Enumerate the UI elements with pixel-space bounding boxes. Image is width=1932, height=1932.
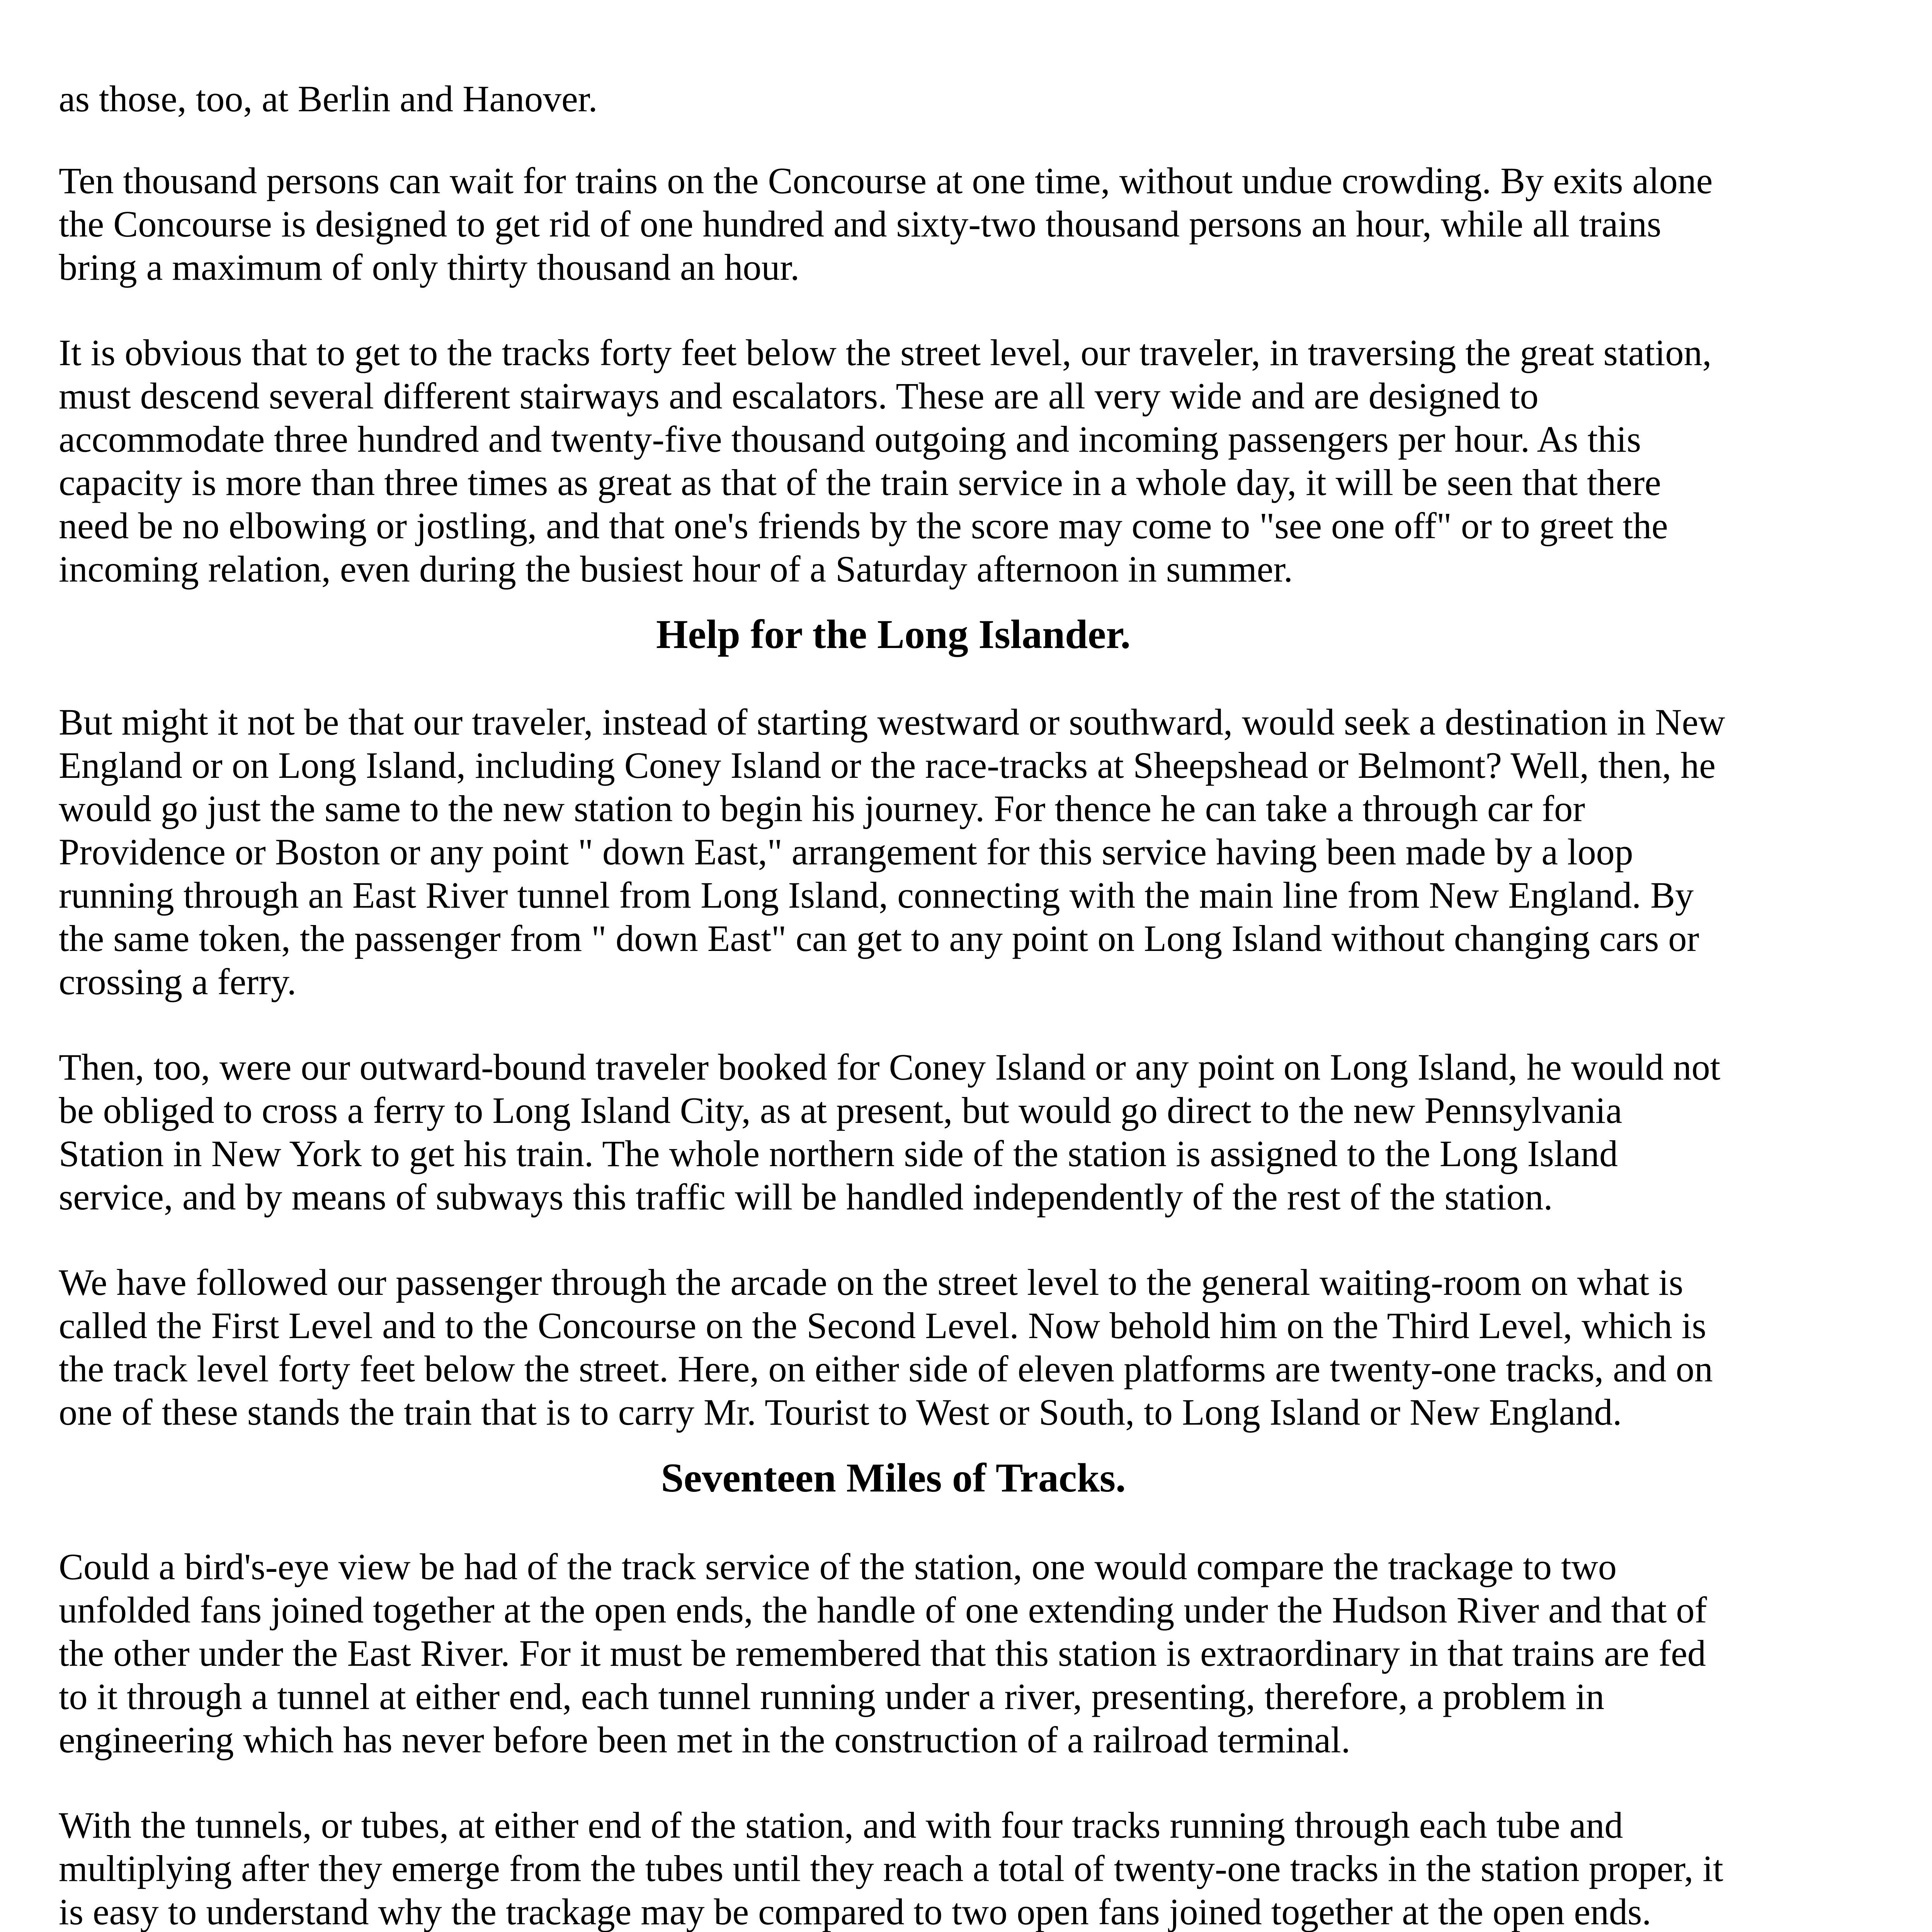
paragraph: Ten thousand persons can wait for trains on the Concourse at one time, without undue crowding. By exits alone the Concourse is designed to get rid of one hundred and sixty-two thousand persons an hour, while all trains bring a maximum of only thirty thousand an hour. [59, 160, 1713, 288]
paragraph: With the tunnels, or tubes, at either end of the station, and with four tracks running through each tube and multiplying after they emerge from the tubes until they reach a total of twenty-one tracks in the station proper, it is easy to understand why the trackage may be compared to two open fans joined together at the open ends. [59, 1804, 1723, 1932]
paragraph: But might it not be that our traveler, instead of starting westward or southward, would seek a destination in New England or on Long Island, including Coney Island or the race-tracks at Sheepshead or Belmont? Well, then, he would go just the same to the new station to begin his journey. For thence he can take a through car for Providence or Boston or any point " down East," arrangement for this service having been made by a loop running through an East River tunnel from Long Island, connecting with the main line from New England. By the same token, the passenger from " down East" can get to any point on Long Island without changing cars or crossing a ferry. [59, 701, 1725, 1002]
section-heading: Help for the Long Islander. [656, 612, 1131, 657]
section-heading: Seventeen Miles of Tracks. [661, 1455, 1126, 1500]
paragraph: as those, too, at Berlin and Hanover. [59, 78, 598, 119]
document-body [59, 77, 1728, 1932]
paragraph: Then, too, were our outward-bound traveler booked for Coney Island or any point on Long Island, he would not be obliged to cross a ferry to Long Island City, as at present, but would go direct to the new Pennsylvania Station in New York to get his train. The whole northern side of the station is assigned to the Long Island service, and by means of subways this traffic will be handled independently of the rest of the station. [59, 1046, 1721, 1218]
paragraph: We have followed our passenger through the arcade on the street level to the general waiting-room on what is called the First Level and to the Concourse on the Second Level. Now behold him on the Third Level, which is the track level forty feet below the street. Here, on either side of eleven platforms are twenty-one tracks, and on one of these stands the train that is to carry Mr. Tourist to West or South, to Long Island or New England. [59, 1262, 1713, 1433]
paragraph: It is obvious that to get to the tracks forty feet below the street level, our traveler, in traversing the great station, must descend several different stairways and escalators. These are all very wide and are designed to accommodate three hundred and twenty-five thousand outgoing and incoming passengers per hour. As this capacity is more than three times as great as that of the train service in a whole day, it will be seen that there need be no elbowing or jostling, and that one's friends by the score may come to "see one off" or to greet the incoming relation, even during the busiest hour of a Saturday afternoon in summer. [59, 332, 1712, 590]
paragraph: Could a bird's-eye view be had of the track service of the station, one would compare the trackage to two unfolded fans joined together at the open ends, the handle of one extending under the Hudson River and that of the other under the East River. For it must be remembered that this station is extraordinary in that trains are fed to it through a tunnel at either end, each tunnel running under a river, presenting, therefore, a problem in engineering which has never before been met in the construction of a railroad terminal. [59, 1546, 1707, 1760]
